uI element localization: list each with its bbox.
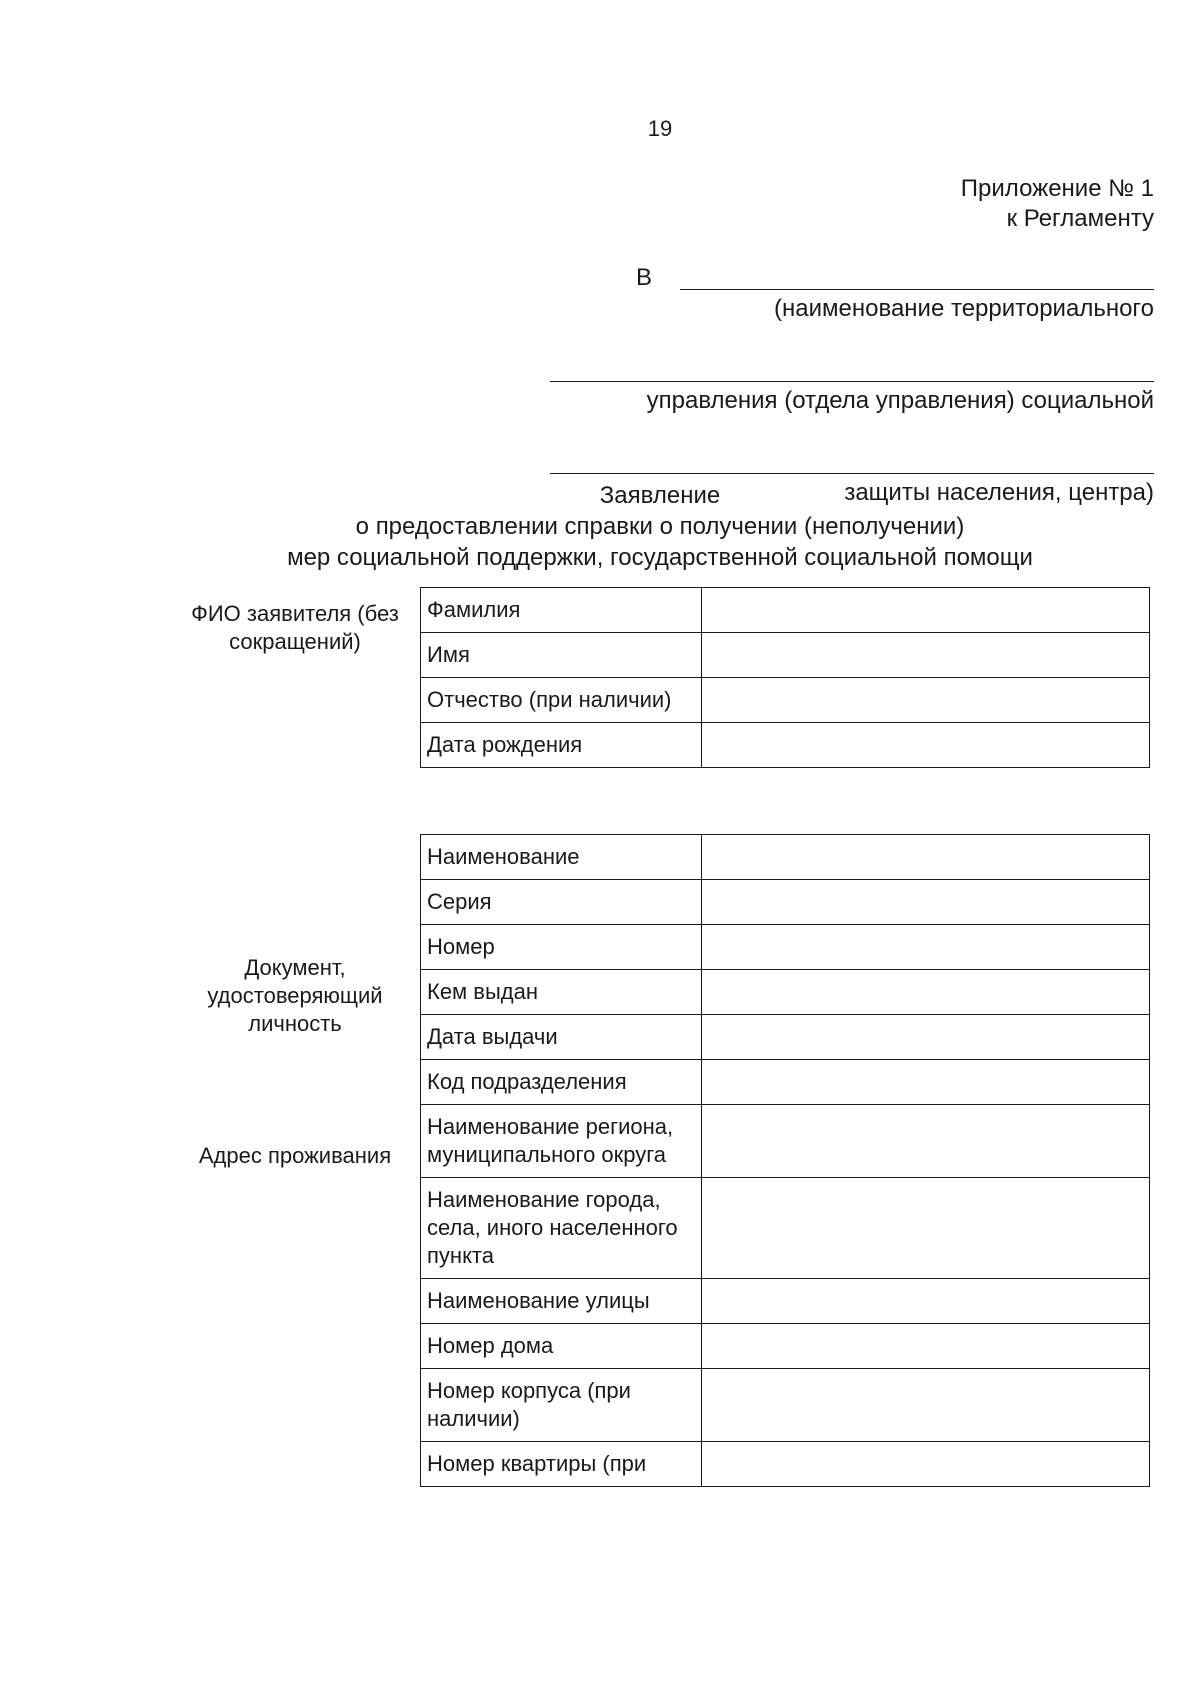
table-row (421, 1105, 1150, 1178)
table-row (421, 1442, 1150, 1487)
addressee-caption-3: защиты населения, центра) (844, 479, 1154, 506)
field-label: Кем выдан (421, 970, 702, 1015)
table-row (421, 588, 1150, 633)
fio-table (420, 587, 1150, 768)
issued-by-field[interactable] (702, 970, 1150, 1015)
table-row (421, 925, 1150, 970)
building-number-field[interactable] (702, 1369, 1150, 1442)
surname-field[interactable] (702, 588, 1150, 633)
issue-date-field[interactable] (702, 1015, 1150, 1060)
table-row (421, 1060, 1150, 1105)
field-label: Номер (421, 925, 702, 970)
field-label: Наименование улицы (421, 1279, 702, 1324)
table-row (421, 1015, 1150, 1060)
document-title (0, 480, 1200, 573)
addressee-caption-1: (наименование территориального (774, 295, 1154, 322)
appendix-header (961, 174, 1154, 234)
region-field[interactable] (702, 1105, 1150, 1178)
table-row (421, 1324, 1150, 1369)
field-label: Наименование региона, муниципального округа (421, 1105, 702, 1178)
appendix-line-2: к Регламенту (1006, 205, 1154, 232)
field-label: Серия (421, 880, 702, 925)
house-number-field[interactable] (702, 1324, 1150, 1369)
page-number: 19 (647, 116, 673, 141)
field-label: Дата выдачи (421, 1015, 702, 1060)
field-label: Наименование города, села, иного населенного пункта (421, 1178, 702, 1279)
table-row (421, 723, 1150, 768)
addressee-line-3 (534, 448, 1154, 478)
table-row (421, 633, 1150, 678)
field-label: Имя (421, 633, 702, 678)
field-label: Дата рождения (421, 723, 702, 768)
addressee-blank-3[interactable] (550, 473, 1154, 474)
table-row (421, 880, 1150, 925)
document-series-field[interactable] (702, 880, 1150, 925)
field-label: Номер корпуса (при наличии) (421, 1369, 702, 1442)
field-label: Номер квартиры (при (421, 1442, 702, 1487)
patronymic-field[interactable] (702, 678, 1150, 723)
field-label: Фамилия (421, 588, 702, 633)
title-line-3: мер социальной поддержки, государственной социальной помощи (287, 544, 1033, 571)
table-row (421, 835, 1150, 880)
addressee-line-2 (534, 356, 1154, 386)
addressee-blank-1[interactable] (680, 289, 1154, 290)
addressee-line-1 (534, 264, 1154, 294)
field-label: Код подразделения (421, 1060, 702, 1105)
address-group-label: Адрес проживания (198, 1143, 392, 1168)
street-field[interactable] (702, 1279, 1150, 1324)
appendix-line-1: Приложение № 1 (960, 175, 1154, 202)
table-row (421, 1279, 1150, 1324)
table-row (421, 1369, 1150, 1442)
name-field[interactable] (702, 633, 1150, 678)
document-address-table (420, 834, 1150, 1487)
table-row (421, 970, 1150, 1015)
birth-date-field[interactable] (702, 723, 1150, 768)
table-row (421, 1178, 1150, 1279)
city-field[interactable] (702, 1178, 1150, 1279)
addressee-block (534, 264, 1154, 508)
title-line-1: Заявление (599, 482, 721, 509)
apartment-number-field[interactable] (702, 1442, 1150, 1487)
addressee-caption-2: управления (отдела управления) социальной (646, 387, 1154, 414)
fio-group-label: ФИО заявителя (без сокращений) (191, 601, 399, 654)
table-row (421, 678, 1150, 723)
field-label: Отчество (при наличии) (421, 678, 702, 723)
document-name-field[interactable] (702, 835, 1150, 880)
addressee-blank-2[interactable] (550, 381, 1154, 382)
document-group-label: Документ, удостоверяющий личность (207, 955, 383, 1036)
division-code-field[interactable] (702, 1060, 1150, 1105)
field-label: Номер дома (421, 1324, 702, 1369)
document-number-field[interactable] (702, 925, 1150, 970)
field-label: Наименование (421, 835, 702, 880)
addressee-prefix: В (636, 264, 653, 291)
title-line-2: о предоставлении справки о получении (неполучении) (355, 513, 965, 540)
